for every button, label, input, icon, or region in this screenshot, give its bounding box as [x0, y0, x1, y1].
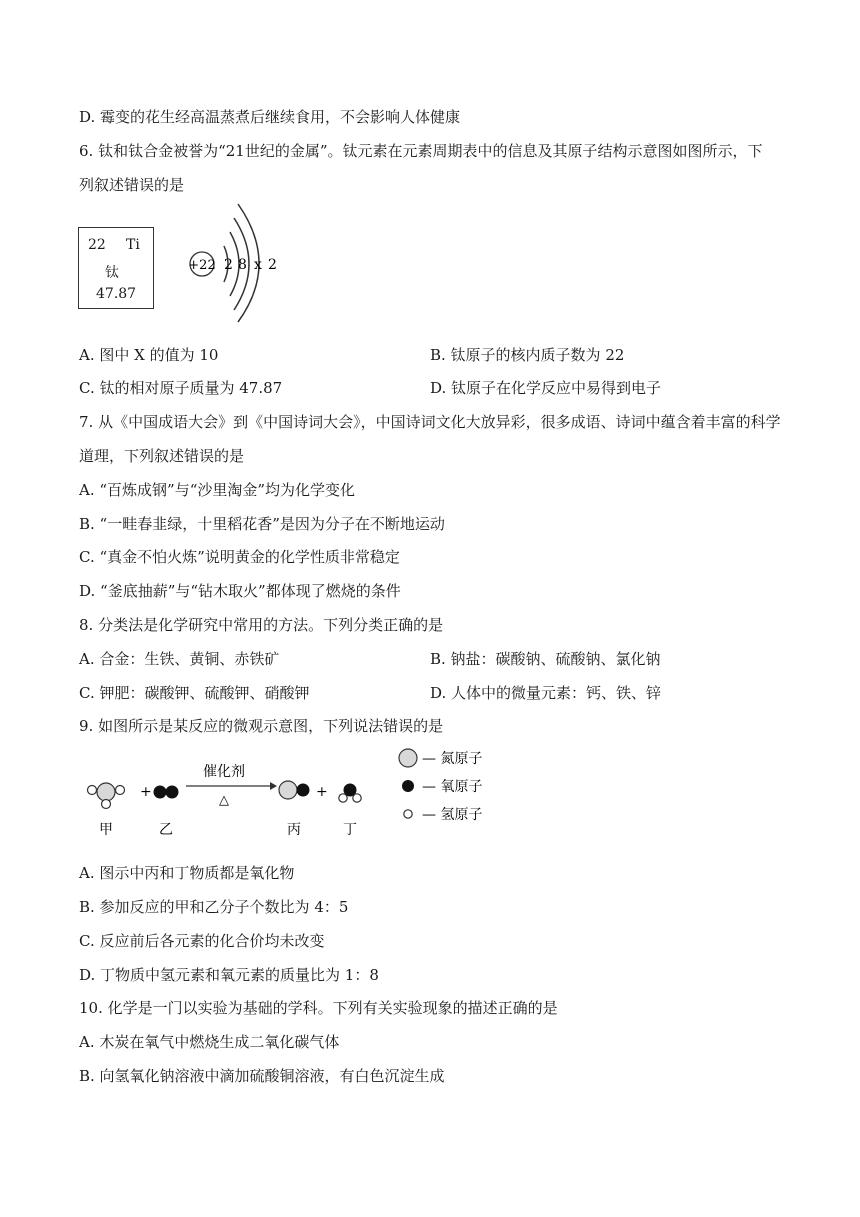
q10-option-a: A. 木炭在氧气中燃烧生成二氧化碳气体 [79, 1033, 340, 1051]
catalyst-label: 催化剂 [203, 764, 245, 780]
q7-stem-line2: 道理，下列叙述错误的是 [79, 447, 245, 465]
q6-stem-line1: 6. 钛和钛合金被誉为“21世纪的金属”。钛元素在元素周期表中的信息及其原子结构示意图如图所示，下 [79, 142, 763, 160]
q6-option-c: C. 钛的相对原子质量为 47.87 [79, 379, 283, 397]
heat-symbol: △ [219, 793, 229, 808]
reaction-diagram [78, 742, 508, 842]
q8-option-d: D. 人体中的微量元素：钙、铁、锌 [430, 684, 662, 702]
q10-option-b: B. 向氢氧化钠溶液中滴加硫酸铜溶液，有白色沉淀生成 [79, 1067, 445, 1085]
molecule-bing [279, 781, 310, 799]
legend-hydrogen-symbol [404, 810, 412, 818]
element-symbol: Ti [126, 237, 140, 253]
hydrogen-atom [116, 786, 125, 795]
q6-option-b: B. 钛原子的核内质子数为 22 [430, 346, 625, 364]
q7-option-b: B. “一畦春韭绿，十里稻花香”是因为分子在不断地运动 [79, 515, 445, 533]
q6-stem-line2: 列叙述错误的是 [79, 176, 185, 194]
q7-option-a: A. “百炼成钢”与“沙里淘金”均为化学变化 [79, 481, 356, 499]
q6-option-d: D. 钛原子在化学反应中易得到电子 [430, 379, 662, 397]
atomic-number: 22 [88, 237, 106, 253]
q9-option-b: B. 参加反应的甲和乙分子个数比为 4：5 [79, 898, 349, 916]
plus-sign: + [316, 784, 328, 800]
atomic-mass: 47.87 [96, 286, 137, 302]
q9-option-c: C. 反应前后各元素的化合价均未改变 [79, 932, 325, 950]
q8-option-c: C. 钾肥：碳酸钾、硫酸钾、硝酸钾 [79, 684, 310, 702]
hydrogen-atom [102, 800, 111, 809]
q7-option-d: D. “釜底抽薪”与“钻木取火”都体现了燃烧的条件 [79, 582, 401, 600]
q10-stem: 10. 化学是一门以实验为基础的学科。下列有关实验现象的描述正确的是 [79, 999, 558, 1017]
shell-count-1: 2 [224, 257, 233, 273]
molecule-yi [154, 786, 179, 799]
hydrogen-atom [353, 794, 361, 802]
q7-option-c: C. “真金不怕火炼”说明黄金的化学性质非常稳定 [79, 548, 400, 566]
legend-hydrogen: — 氢原子 [422, 807, 483, 823]
legend-nitrogen: — 氮原子 [422, 751, 483, 767]
molecule-jia [88, 783, 125, 809]
nitrogen-atom [279, 781, 297, 799]
oxygen-atom [154, 786, 167, 799]
arrow-head [270, 782, 277, 790]
q9-option-a: A. 图示中丙和丁物质都是氧化物 [79, 864, 295, 882]
shell-count-2: 8 [238, 257, 247, 273]
q8-stem: 8. 分类法是化学研究中常用的方法。下列分类正确的是 [79, 616, 444, 634]
legend-oxygen: — 氧原子 [422, 779, 483, 795]
nucleus-charge: +22 [188, 258, 216, 273]
label-yi: 乙 [159, 822, 173, 838]
label-ding: 丁 [343, 822, 357, 838]
q8-option-b: B. 钠盐：碳酸钠、硫酸钠、氯化钠 [430, 650, 661, 668]
atom-structure-diagram [182, 200, 282, 324]
q8-option-a: A. 合金：生铁、黄铜、赤铁矿 [79, 650, 280, 668]
periodic-table-cell [78, 227, 154, 309]
plus-sign: + [140, 784, 152, 800]
legend-oxygen-symbol [402, 780, 414, 792]
q9-option-d: D. 丁物质中氢元素和氧元素的质量比为 1：8 [79, 966, 379, 984]
hydrogen-atom [339, 794, 347, 802]
shell-count-4: 2 [268, 257, 277, 273]
q6-option-a: A. 图中 X 的值为 10 [79, 346, 219, 364]
label-bing: 丙 [287, 822, 301, 838]
element-name: 钛 [105, 265, 119, 281]
nitrogen-atom [97, 783, 115, 801]
label-jia: 甲 [99, 822, 113, 838]
shell-count-3: x [254, 257, 262, 273]
molecule-ding [339, 784, 361, 803]
oxygen-atom [166, 786, 179, 799]
q5-option-d: D. 霉变的花生经高温蒸煮后继续食用，不会影响人体健康 [79, 108, 461, 126]
hydrogen-atom [88, 786, 97, 795]
diagram-legend [399, 749, 482, 823]
oxygen-atom [297, 784, 310, 797]
q7-stem-line1: 7. 从《中国成语大会》到《中国诗词大会》，中国诗词文化大放异彩，很多成语、诗词中蕴含着丰富的科学 [79, 413, 781, 431]
legend-nitrogen-symbol [399, 749, 417, 767]
q9-stem: 9. 如图所示是某反应的微观示意图，下列说法错误的是 [79, 717, 444, 735]
